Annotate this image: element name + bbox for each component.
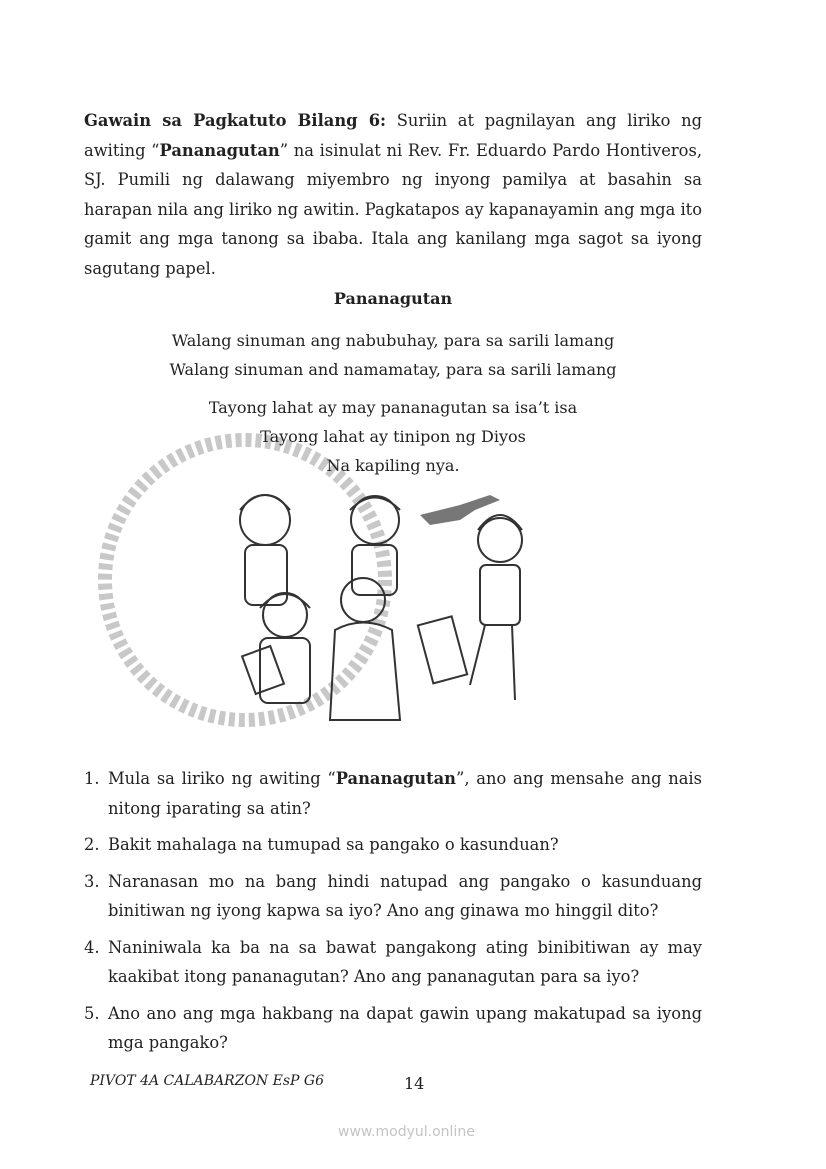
- question-number: 4.: [84, 937, 100, 957]
- question-item: [84, 933, 702, 992]
- question-item: [84, 867, 702, 926]
- question-list: [84, 764, 702, 1065]
- question-number: 5.: [84, 1003, 100, 1023]
- question-item: [84, 999, 702, 1058]
- instruction-text: ” na isinulat ni Rev. Fr. Eduardo Pardo Hontiveros, SJ. Pumili ng dalawang miyembro ng inyong pamilya at basahin sa harapan nila ang liriko ng awitin. Pagkatapos ay kapanayamin ang mga ito gamit ang mga tanong sa ibaba. Itala ang kanilang mga sagot sa iyong sagutang papel.: [84, 140, 703, 278]
- question-text: Bakit mahalaga na tumupad sa pangako o kasunduan?: [108, 835, 559, 854]
- footer-label: PIVOT 4A CALABARZON EsP G6: [90, 1073, 324, 1089]
- question-text: ”, ano ang mensahe ang nais nitong iparating sa atin?: [108, 769, 702, 818]
- lyric-line: Walang sinuman ang nabubuhay, para sa sarili lamang: [171, 331, 615, 350]
- lyric-line: Na kapiling nya.: [326, 456, 460, 475]
- lyric-line: Walang sinuman and namamatay, para sa sarili lamang: [169, 360, 617, 379]
- question-text: Naranasan mo na bang hindi natupad ang pangako o kasunduang binitiwan ng iyong kapwa sa iyo? Ano ang ginawa mo hinggil dito?: [108, 871, 702, 920]
- activity-label: Gawain sa Pagkatuto Bilang 6:: [84, 111, 387, 130]
- song-name: Pananagutan: [159, 140, 280, 160]
- song-title: Pananagutan: [333, 289, 453, 308]
- lyric-line: Tayong lahat ay may pananagutan sa isa’t isa: [208, 398, 578, 417]
- page-number: 14: [404, 1074, 425, 1093]
- question-item: [84, 764, 702, 823]
- question-item: [84, 830, 702, 860]
- lyric-line: Tayong lahat ay tinipon ng Diyos: [260, 427, 526, 446]
- question-number: 2.: [84, 835, 100, 854]
- question-number: 3.: [84, 871, 100, 891]
- instruction-text: Suriin at pagnilayan ang liriko ng awiting “: [84, 111, 702, 160]
- watermark: www.modyul.online: [338, 1124, 475, 1140]
- activity-instructions: [84, 106, 702, 284]
- question-text: Ano ano ang mga hakbang na dapat gawin upang makatupad sa iyong mga pangako?: [108, 1003, 702, 1052]
- question-number: 1.: [84, 769, 100, 788]
- question-text: Mula sa liriko ng awiting “: [108, 769, 336, 788]
- question-text: Naniniwala ka ba na sa bawat pangakong ating binibitiwan ay may kaakibat itong pananagutan? Ano ang pananagutan para sa iyo?: [108, 937, 702, 986]
- song-name: Pananagutan: [335, 769, 456, 788]
